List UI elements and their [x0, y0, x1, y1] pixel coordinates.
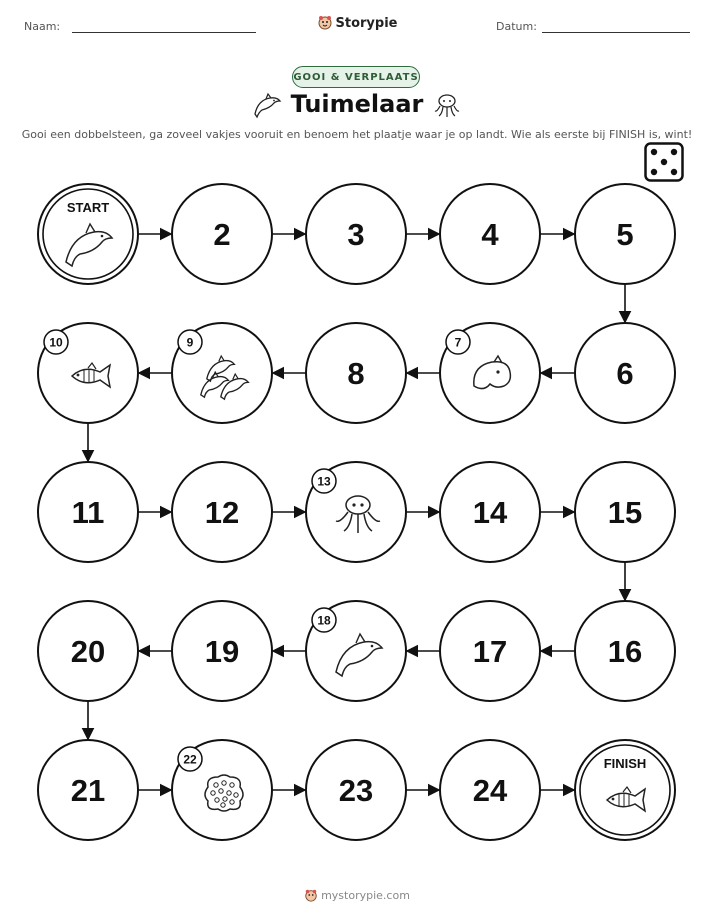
- space-number: 20: [70, 634, 106, 669]
- space-number: 3: [347, 217, 365, 252]
- space-number: 4: [481, 217, 499, 252]
- board-space-12: [172, 462, 272, 562]
- board-space-4: [440, 184, 540, 284]
- space-number: 12: [204, 495, 240, 530]
- space-number: 23: [338, 773, 374, 808]
- space-number: 14: [472, 495, 508, 530]
- space-number: 19: [204, 634, 240, 669]
- board-space-15: [575, 462, 675, 562]
- space-number: 9: [186, 335, 194, 350]
- board-space-5: [575, 184, 675, 284]
- space-number: 21: [70, 773, 106, 808]
- instructions: Gooi een dobbelsteen, ga zoveel vakjes vooruit en benoem het plaatje waar je op landt. Wie als eerste bij FINISH is, wint!: [21, 128, 693, 141]
- storypie-logo-icon: [304, 888, 318, 905]
- board-space-11: [38, 462, 138, 562]
- board-space-8: [306, 323, 406, 423]
- space-number: 13: [317, 474, 331, 489]
- board-space-start: [38, 184, 138, 284]
- space-number: 8: [347, 356, 365, 391]
- space-number: 16: [607, 634, 643, 669]
- space-number: 2: [213, 217, 231, 252]
- footer-url: mystorypie.com: [321, 889, 410, 902]
- footer: [0, 888, 714, 905]
- space-label: FINISH: [603, 756, 647, 771]
- board-space-7: [440, 323, 540, 423]
- brand-name: Storypie: [335, 16, 398, 31]
- board-space-14: [440, 462, 540, 562]
- space-number: 6: [616, 356, 634, 391]
- game-type-badge: GOOI & VERPLAATS: [292, 66, 420, 88]
- board-space-20: [38, 601, 138, 701]
- board-space-18: [306, 601, 406, 701]
- name-label: Naam:: [24, 20, 61, 33]
- board-space-21: [38, 740, 138, 840]
- space-number: 18: [317, 613, 331, 628]
- board-space-19: [172, 601, 272, 701]
- space-number: 11: [71, 495, 105, 530]
- board-space-17: [440, 601, 540, 701]
- board-space-6: [575, 323, 675, 423]
- board-space-23: [306, 740, 406, 840]
- board-space-13: [306, 462, 406, 562]
- space-number: 5: [616, 217, 634, 252]
- board-space-2: [172, 184, 272, 284]
- space-number: 17: [472, 634, 508, 669]
- space-number: 10: [49, 335, 63, 350]
- date-label: Datum:: [496, 20, 537, 33]
- board-space-24: [440, 740, 540, 840]
- space-number: 7: [454, 335, 462, 350]
- board-space-finish: [575, 740, 675, 840]
- space-number: 15: [607, 495, 643, 530]
- board-space-9: [172, 323, 272, 423]
- page-title: Tuimelaar: [290, 90, 424, 118]
- board-space-22: [172, 740, 272, 840]
- board-space-3: [306, 184, 406, 284]
- board-space-10: [38, 323, 138, 423]
- space-number: 22: [183, 752, 197, 767]
- space-number: 24: [472, 773, 508, 808]
- space-label: START: [66, 200, 110, 215]
- board-space-16: [575, 601, 675, 701]
